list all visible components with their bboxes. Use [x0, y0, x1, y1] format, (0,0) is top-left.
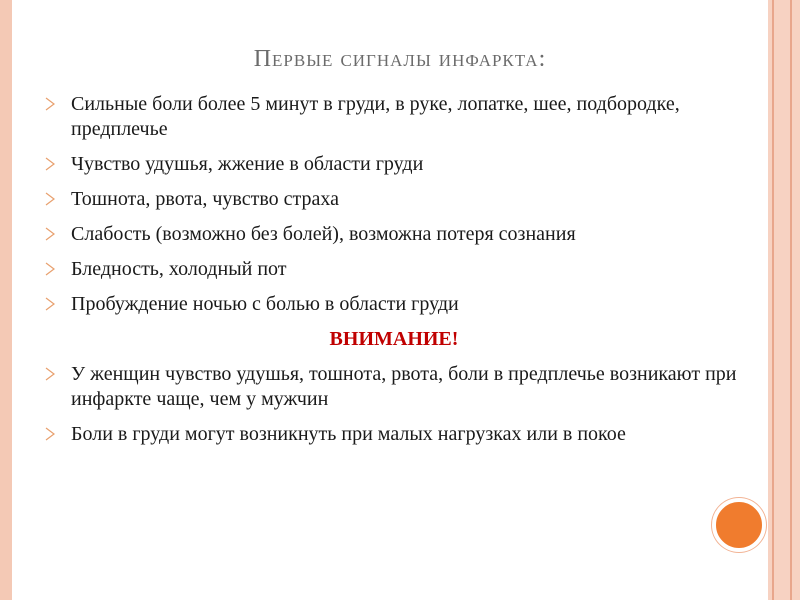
- list-item-text: Тошнота, рвота, чувство страха: [71, 188, 339, 210]
- list-item-text: У женщин чувство удушья, тошнота, рвота, боли в предплечье возникают при инфаркте чаще, чем у мужчин: [71, 363, 737, 410]
- bullet-icon: [44, 97, 56, 111]
- list-item: [44, 362, 744, 412]
- bullet-icon: [44, 427, 56, 441]
- list-item: [44, 222, 744, 247]
- bullet-icon: [44, 157, 56, 171]
- bullet-icon: [44, 367, 56, 381]
- bullet-list: [44, 92, 744, 457]
- bullet-icon: [44, 262, 56, 276]
- warning-heading: ВНИМАНИЕ!: [329, 328, 459, 350]
- bullet-icon: [44, 192, 56, 206]
- list-item-text: Сильные боли более 5 минут в груди, в руке, лопатке, шее, подбородке, предплечье: [71, 93, 680, 140]
- list-item-text: Слабость (возможно без болей), возможна потеря сознания: [71, 223, 576, 245]
- list-item: [44, 292, 744, 317]
- right-border-line: [772, 0, 774, 600]
- left-border-stripe: [0, 0, 12, 600]
- bullet-icon: [44, 227, 56, 241]
- list-item: [44, 152, 744, 177]
- decorative-orange-circle: [712, 498, 766, 552]
- list-item-text: Боли в груди могут возникнуть при малых нагрузках или в покое: [71, 423, 626, 445]
- list-item: [44, 187, 744, 212]
- list-item: [44, 422, 744, 447]
- list-item-text: Пробуждение ночью с болью в области груди: [71, 293, 459, 315]
- slide-title: Первые сигналы инфаркта:: [253, 46, 547, 72]
- bullet-icon: [44, 297, 56, 311]
- right-border-line: [790, 0, 792, 600]
- list-item-text: Чувство удушья, жжение в области груди: [71, 153, 424, 175]
- list-item-text: Бледность, холодный пот: [71, 258, 287, 280]
- list-item: [44, 92, 744, 142]
- list-item: [44, 257, 744, 282]
